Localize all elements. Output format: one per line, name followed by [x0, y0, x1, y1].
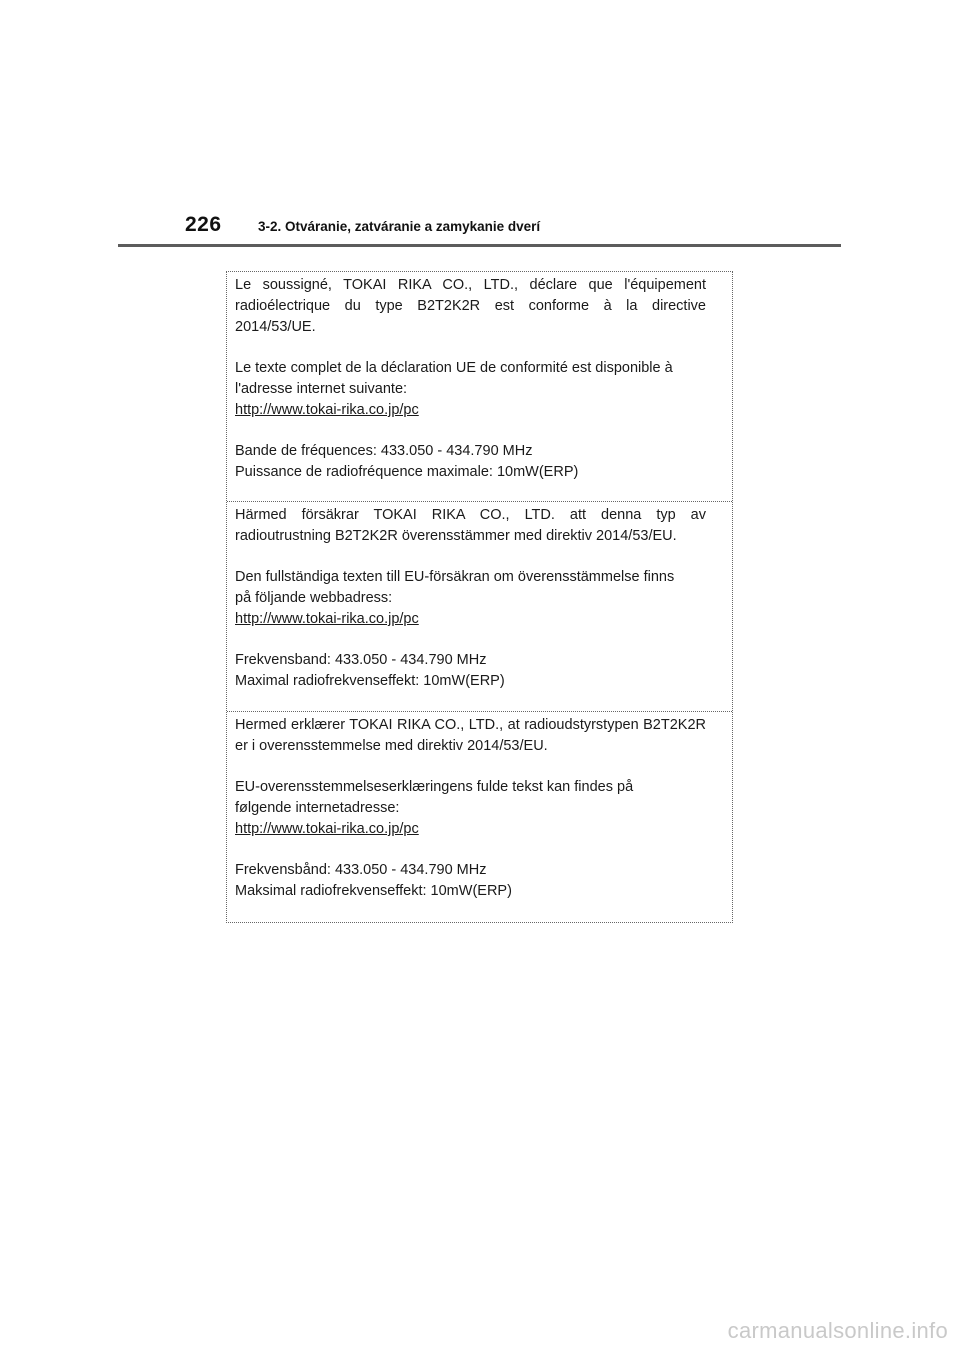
declaration-url-link[interactable]: http://www.tokai-rika.co.jp/pc — [235, 402, 419, 418]
fulltext-line: på följande webbadress: — [235, 590, 393, 606]
max-power: Maximal radiofrekvenseffekt: 10mW(ERP) — [235, 673, 505, 689]
declaration-section-french — [227, 275, 732, 503]
declaration-section-danish — [227, 715, 732, 922]
fulltext-notice — [235, 358, 706, 400]
chapter-title: 3-2. Otváranie, zatváranie a zamykanie dverí — [258, 219, 541, 234]
declaration-intro: Hermed erklærer TOKAI RIKA CO., LTD., at radioudstyrstypen B2T2K2R er i overensstemmelse med direktiv 2014/53/EU. — [235, 717, 706, 754]
spec-block — [235, 650, 706, 692]
fulltext-line: Den fullständiga texten till EU-försäkran om överensstämmelse finns — [235, 569, 675, 585]
fulltext-line: følgende internetadresse: — [235, 800, 400, 816]
footer-watermark: carmanualsonline.info — [727, 1318, 948, 1343]
max-power: Puissance de radiofréquence maximale: 10mW(ERP) — [235, 464, 579, 480]
declaration-intro: Härmed försäkrar TOKAI RIKA CO., LTD. att denna typ av radioutrustning B2T2K2R överensstämmer med direktiv 2014/53/EU. — [235, 507, 706, 544]
section-divider — [227, 501, 732, 502]
declaration-section-swedish — [227, 505, 732, 712]
frequency-band: Frekvensband: 433.050 - 434.790 MHz — [235, 652, 487, 668]
page-number: 226 — [185, 213, 222, 236]
declaration-intro: Le soussigné, TOKAI RIKA CO., LTD., déclare que l'équipement radioélectrique du type B2T2K2R est conforme à la directive 2014/53/UE. — [235, 277, 706, 335]
section-divider — [227, 711, 732, 712]
fulltext-notice — [235, 567, 706, 609]
frequency-band: Frekvensbånd: 433.050 - 434.790 MHz — [235, 862, 487, 878]
max-power: Maksimal radiofrekvenseffekt: 10mW(ERP) — [235, 883, 512, 899]
declaration-box — [226, 271, 733, 923]
fulltext-line: l'adresse internet suivante: — [235, 381, 408, 397]
frequency-band: Bande de fréquences: 433.050 - 434.790 MHz — [235, 443, 533, 459]
declaration-url-link[interactable]: http://www.tokai-rika.co.jp/pc — [235, 821, 419, 837]
fulltext-line: EU-overensstemmelseserklæringens fulde tekst kan findes på — [235, 779, 634, 795]
declaration-url-link[interactable]: http://www.tokai-rika.co.jp/pc — [235, 611, 419, 627]
fulltext-line: Le texte complet de la déclaration UE de conformité est disponible à — [235, 360, 673, 376]
spec-block — [235, 441, 706, 483]
spec-block — [235, 860, 706, 902]
header-rule — [118, 244, 841, 247]
fulltext-notice — [235, 777, 706, 819]
